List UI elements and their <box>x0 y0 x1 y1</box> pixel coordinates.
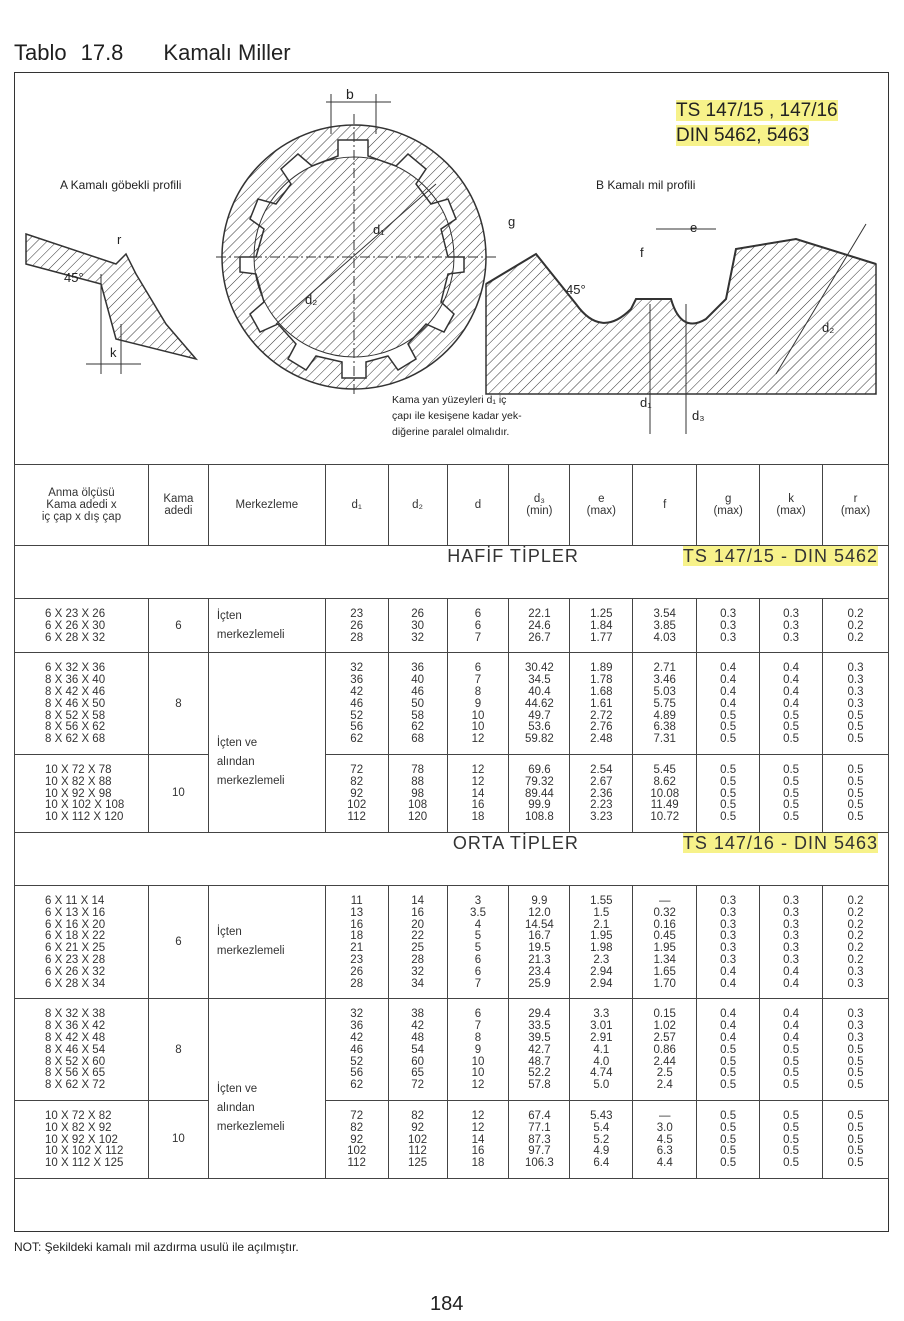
col-anma-line: Anma ölçüsü <box>48 487 115 499</box>
col-d3 <box>509 465 570 546</box>
value-cell-k: 0.3 0.3 0.3 0.3 0.3 0.3 0.4 0.4 <box>760 885 823 998</box>
value-cell-d1: 72 82 92 102 112 <box>325 1100 388 1178</box>
section-standard: TS 147/15 - DIN 5462 <box>682 546 878 566</box>
value-cell-d: 6 6 7 <box>447 599 509 653</box>
group-row <box>15 999 889 1101</box>
col-d1: d₁ <box>325 465 388 546</box>
value-cell-d3: 30.42 34.5 40.4 44.62 49.7 53.6 59.82 <box>509 653 570 755</box>
figure-note <box>392 392 582 440</box>
value-cell-d: 6 7 8 9 10 10 12 <box>447 999 509 1101</box>
value-cell-d1: 11 13 16 18 21 23 26 28 <box>325 885 388 998</box>
dim-e: e <box>690 220 698 235</box>
value-cell-r: 0.3 0.3 0.3 0.5 0.5 0.5 0.5 <box>823 999 889 1101</box>
value-cell-d2: 82 92 102 112 125 <box>388 1100 447 1178</box>
value-cell-d1: 23 26 28 <box>325 599 388 653</box>
method-cell <box>208 999 325 1179</box>
method-line: İçten <box>216 609 242 622</box>
value-cell-k: 0.4 0.4 0.4 0.4 0.5 0.5 0.5 <box>760 653 823 755</box>
value-cell-d3: 22.1 24.6 26.7 <box>509 599 570 653</box>
col-d3-line: (min) <box>526 505 553 517</box>
value-cell-g: 0.4 0.4 0.4 0.5 0.5 0.5 0.5 <box>697 999 760 1101</box>
value-cell-d: 6 7 8 9 10 10 12 <box>447 653 509 755</box>
method-cell <box>208 885 325 998</box>
value-cell-f: 0.15 1.02 2.57 0.86 2.44 2.5 2.4 <box>633 999 697 1101</box>
dim-d2: d₂ <box>305 292 318 307</box>
dim-k: k <box>110 345 117 360</box>
method-line: merkezlemeli <box>216 1121 285 1134</box>
col-g-line: g <box>724 493 732 505</box>
value-cell-d3: 69.6 79.32 89.44 99.9 108.8 <box>509 754 570 832</box>
col-kama-line: Kama <box>163 493 194 505</box>
section-title: ORTA TİPLER <box>452 832 579 853</box>
size-cell: 6 X 23 X 26 6 X 26 X 30 6 X 28 X 32 <box>15 599 149 653</box>
value-cell-r: 0.5 0.5 0.5 0.5 0.5 <box>823 1100 889 1178</box>
dim-angle-a: 45° <box>64 270 84 285</box>
col-r <box>823 465 889 546</box>
col-e-line: e <box>598 493 605 505</box>
dim-f: f <box>640 245 644 260</box>
value-cell-d1: 32 36 42 46 52 56 62 <box>325 999 388 1101</box>
col-d3-line: d₃ <box>533 493 545 505</box>
section-title-cell <box>15 546 579 599</box>
value-cell-f: 3.54 3.85 4.03 <box>633 599 697 653</box>
dim-b: b <box>346 86 354 102</box>
method-line: İçten <box>216 926 242 939</box>
col-d: d <box>447 465 509 546</box>
col-g <box>697 465 760 546</box>
dim-angle-b: 45° <box>566 282 586 297</box>
value-cell-r: 0.5 0.5 0.5 0.5 0.5 <box>823 754 889 832</box>
value-cell-d2: 38 42 48 54 60 65 72 <box>388 999 447 1101</box>
value-cell-e: 1.89 1.78 1.68 1.61 2.72 2.76 2.48 <box>570 653 633 755</box>
col-anma-line: iç çap x dış çap <box>41 511 122 523</box>
spline-shaft-table <box>14 464 889 1179</box>
value-cell-d: 12 12 14 16 18 <box>447 754 509 832</box>
header-row <box>15 465 889 546</box>
count-cell: 8 <box>148 653 208 755</box>
standards-line1: TS 147/15 , 147/16 <box>676 100 838 121</box>
dim-d3: d₃ <box>692 408 705 423</box>
count-cell: 6 <box>148 599 208 653</box>
col-g-line: (max) <box>713 505 743 517</box>
size-cell: 10 X 72 X 78 10 X 82 X 88 10 X 92 X 98 10 X 102 X 108 10 X 112 X 120 <box>15 754 149 832</box>
method-line: merkezlemeli <box>216 945 285 958</box>
value-cell-d3: 67.4 77.1 87.3 97.7 106.3 <box>509 1100 570 1178</box>
value-cell-d1: 72 82 92 102 112 <box>325 754 388 832</box>
method-line: İçten ve <box>216 737 258 750</box>
value-cell-f: — 3.0 4.5 6.3 4.4 <box>633 1100 697 1178</box>
value-cell-e: 1.55 1.5 2.1 1.95 1.98 2.3 2.94 2.94 <box>570 885 633 998</box>
value-cell-g: 0.5 0.5 0.5 0.5 0.5 <box>697 1100 760 1178</box>
value-cell-k: 0.3 0.3 0.3 <box>760 599 823 653</box>
dim-r: r <box>117 232 122 247</box>
value-cell-f: — 0.32 0.16 0.45 1.95 1.34 1.65 1.70 <box>633 885 697 998</box>
value-cell-d2: 26 30 32 <box>388 599 447 653</box>
standards-box <box>676 98 838 148</box>
count-cell: 10 <box>148 754 208 832</box>
col-d2: d₂ <box>388 465 447 546</box>
figure-note-line: Kama yan yüzeyleri d₁ iç <box>392 394 507 406</box>
value-cell-r: 0.3 0.3 0.3 0.3 0.5 0.5 0.5 <box>823 653 889 755</box>
group-row <box>15 653 889 755</box>
value-cell-g: 0.4 0.4 0.4 0.4 0.5 0.5 0.5 <box>697 653 760 755</box>
col-e-line: (max) <box>586 505 617 517</box>
dim-d1: d₁ <box>373 222 385 237</box>
method-line: İçten ve <box>216 1083 258 1096</box>
title-number: 17.8 <box>80 40 124 65</box>
dim-g: g <box>508 214 516 229</box>
standards-line2: DIN 5462, 5463 <box>676 125 810 146</box>
group-row <box>15 599 889 653</box>
value-cell-k: 0.5 0.5 0.5 0.5 0.5 <box>760 1100 823 1178</box>
table-title <box>14 40 291 66</box>
method-line: alından <box>216 1102 255 1115</box>
method-line: merkezlemeli <box>216 775 285 788</box>
value-cell-r: 0.2 0.2 0.2 0.2 0.2 0.2 0.3 0.3 <box>823 885 889 998</box>
section-title-cell <box>15 832 579 885</box>
value-cell-k: 0.4 0.4 0.4 0.5 0.5 0.5 0.5 <box>760 999 823 1101</box>
value-cell-g: 0.3 0.3 0.3 0.3 0.3 0.3 0.4 0.4 <box>697 885 760 998</box>
figure-note-line: çapı ile kesişene kadar yek- <box>392 410 522 422</box>
value-cell-d2: 78 88 98 108 120 <box>388 754 447 832</box>
value-cell-e: 3.3 3.01 2.91 4.1 4.0 4.74 5.0 <box>570 999 633 1101</box>
label-shaft-profile: B Kamalı mil profili <box>596 178 696 192</box>
value-cell-g: 0.3 0.3 0.3 <box>697 599 760 653</box>
dim-d1-shaft: d₁ <box>640 395 652 410</box>
title-label: Tablo <box>14 40 67 65</box>
value-cell-f: 2.71 3.46 5.03 5.75 4.89 6.38 7.31 <box>633 653 697 755</box>
value-cell-e: 5.43 5.4 5.2 4.9 6.4 <box>570 1100 633 1178</box>
col-e <box>570 465 633 546</box>
count-cell: 8 <box>148 999 208 1101</box>
col-kama <box>148 465 208 546</box>
footnote: NOT: Şekildeki kamalı mil azdırma usulü ile açılmıştır. <box>14 1240 299 1254</box>
col-anma <box>15 465 149 546</box>
label-hub-profile: A Kamalı göbekli profili <box>60 178 182 192</box>
section-title: HAFİF TİPLER <box>447 546 579 566</box>
figure-note-line: diğerine paralel olmalıdır. <box>392 426 510 438</box>
col-k-line: k <box>788 493 794 505</box>
value-cell-d: 3 3.5 4 5 5 6 6 7 <box>447 885 509 998</box>
col-r-line: (max) <box>840 505 871 517</box>
count-cell: 10 <box>148 1100 208 1178</box>
section-standard: TS 147/16 - DIN 5463 <box>682 832 878 853</box>
group-row <box>15 885 889 998</box>
value-cell-k: 0.5 0.5 0.5 0.5 0.5 <box>760 754 823 832</box>
size-cell: 10 X 72 X 82 10 X 82 X 92 10 X 92 X 102 10 X 102 X 112 10 X 112 X 125 <box>15 1100 149 1178</box>
col-f: f <box>633 465 697 546</box>
col-merkez: Merkezleme <box>208 465 325 546</box>
value-cell-d2: 14 16 20 22 25 28 32 34 <box>388 885 447 998</box>
col-k-line: (max) <box>776 505 806 517</box>
group-row <box>15 1100 889 1178</box>
value-cell-e: 2.54 2.67 2.36 2.23 3.23 <box>570 754 633 832</box>
size-cell: 6 X 32 X 36 8 X 36 X 40 8 X 42 X 46 8 X 46 X 50 8 X 52 X 58 8 X 56 X 62 8 X 62 X 68 <box>15 653 149 755</box>
value-cell-g: 0.5 0.5 0.5 0.5 0.5 <box>697 754 760 832</box>
method-line: merkezlemeli <box>216 628 285 641</box>
col-anma-line: Kama adedi x <box>46 499 117 511</box>
hub-circle-drawing <box>216 94 496 394</box>
section-header-row <box>15 546 889 599</box>
method-cell <box>208 599 325 653</box>
table-body <box>15 546 889 1179</box>
col-r-line: r <box>853 493 858 505</box>
section-header-row <box>15 832 889 885</box>
value-cell-d2: 36 40 46 50 58 62 68 <box>388 653 447 755</box>
value-cell-d: 12 12 14 16 18 <box>447 1100 509 1178</box>
value-cell-r: 0.2 0.2 0.2 <box>823 599 889 653</box>
count-cell: 6 <box>148 885 208 998</box>
value-cell-d1: 32 36 42 46 52 56 62 <box>325 653 388 755</box>
dim-d2-shaft: d₂ <box>822 320 835 335</box>
value-cell-d3: 9.9 12.0 14.54 16.7 19.5 21.3 23.4 25.9 <box>509 885 570 998</box>
method-line: alından <box>216 756 255 769</box>
size-cell: 8 X 32 X 38 8 X 36 X 42 8 X 42 X 48 8 X 46 X 54 8 X 52 X 60 8 X 56 X 65 8 X 62 X 72 <box>15 999 149 1101</box>
value-cell-e: 1.25 1.84 1.77 <box>570 599 633 653</box>
col-k <box>760 465 823 546</box>
size-cell: 6 X 11 X 14 6 X 13 X 16 6 X 16 X 20 6 X 18 X 22 6 X 21 X 25 6 X 23 X 28 6 X 26 X 32 6 X 28 X 34 <box>15 885 149 998</box>
title-name: Kamalı Miller <box>163 40 291 65</box>
group-row <box>15 754 889 832</box>
value-cell-d3: 29.4 33.5 39.5 42.7 48.7 52.2 57.8 <box>509 999 570 1101</box>
page-number: 184 <box>430 1293 464 1315</box>
value-cell-f: 5.45 8.62 10.08 11.49 10.72 <box>633 754 697 832</box>
method-cell <box>208 653 325 833</box>
col-kama-line: adedi <box>164 505 193 517</box>
